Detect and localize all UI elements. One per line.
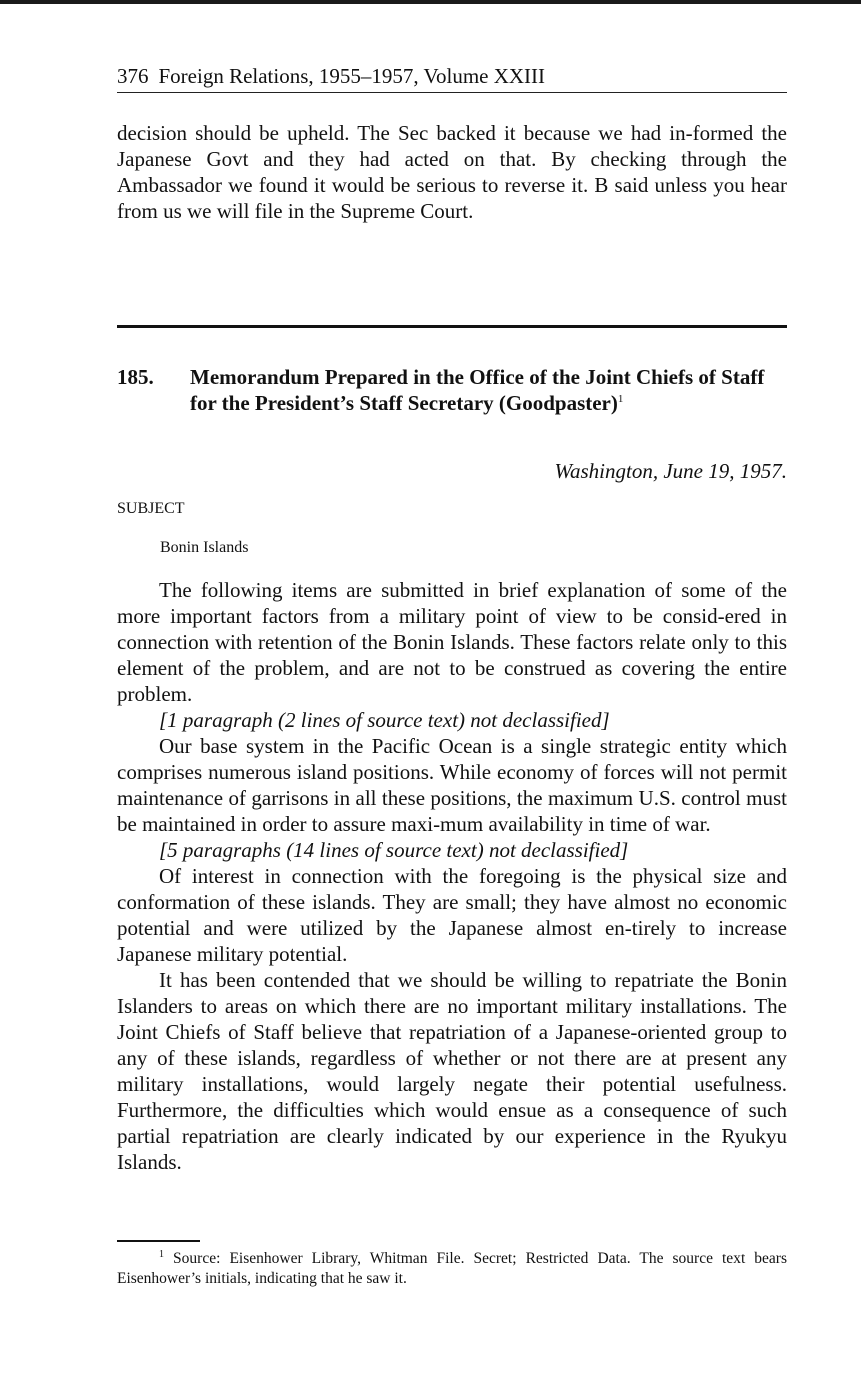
document-number: 185. [117, 365, 154, 389]
memo-body [117, 577, 787, 1175]
carryover-paragraph [117, 120, 787, 224]
running-head [117, 62, 787, 90]
redaction-note: [5 paragraphs (14 lines of source text) not declassified] [159, 838, 629, 862]
footnote-marker: 1 [159, 1248, 164, 1260]
subject-value: Bonin Islands [160, 539, 249, 556]
paragraph: It has been contended that we should be willing to repatriate the Bonin Islanders to areas on which there are no important military installations. The Joint Chiefs of Staff believe that repatriation of a Japanese-oriented group to any of these islands, regardless of whether or not there are at present any military installations, would largely negate their potential usefulness. Furthermore, the difficulties which would ensue as a consequence of such partial repatriation are clearly indicated by our experience in the Ryukyu Islands. [117, 968, 787, 1174]
subject-label: SUBJECT [117, 500, 185, 517]
section-divider [117, 325, 787, 328]
footnote-rule [117, 1240, 200, 1242]
paragraph: The following items are submitted in brief explanation of some of the more important factors from a military point of view to be consid-ered in connection with retention of the Bonin Islands. These factors relate only to this element of the problem, and are not to be construed as covering the entire problem. [117, 578, 787, 706]
carryover-text: decision should be upheld. The Sec backed it because we had in-formed the Japanese Govt and they had acted on that. By checking through the Ambassador we found it would be serious to reverse it. B said unless you hear from us we will file in the Supreme Court. [117, 121, 787, 223]
footnote-text: Source: Eisenhower Library, Whitman File. Secret; Restricted Data. The source text bears Eisenhower’s initials, indicating that he saw it. [117, 1250, 787, 1287]
document-title-wrap [190, 364, 787, 416]
footnote [117, 1249, 787, 1289]
footnote-ref[interactable]: 1 [617, 393, 624, 405]
paragraph: Our base system in the Pacific Ocean is a single strategic entity which comprises numerous island positions. While economy of forces will not permit maintenance of garrisons in all these positions, the maximum U.S. control must be maintained in order to assure maxi-mum availability in time of war. [117, 734, 787, 836]
header-rule [117, 92, 787, 93]
dateline: Washington, June 19, 1957. [554, 459, 787, 483]
document-title: Memorandum Prepared in the Office of the Joint Chiefs of Staff for the President’s Staff Secretary (Goodpaster) [190, 365, 765, 415]
page-number: 376 [117, 64, 149, 88]
scan-top-border [0, 0, 861, 4]
volume-title: Foreign Relations, 1955–1957, Volume XXIII [158, 64, 546, 88]
paragraph: Of interest in connection with the foregoing is the physical size and conformation of these islands. They are small; they have almost no economic potential and were utilized by the Japanese almost en-tirely to increase Japanese military potential. [117, 864, 787, 966]
document-heading [117, 364, 787, 416]
redaction-note: [1 paragraph (2 lines of source text) not declassified] [159, 708, 610, 732]
